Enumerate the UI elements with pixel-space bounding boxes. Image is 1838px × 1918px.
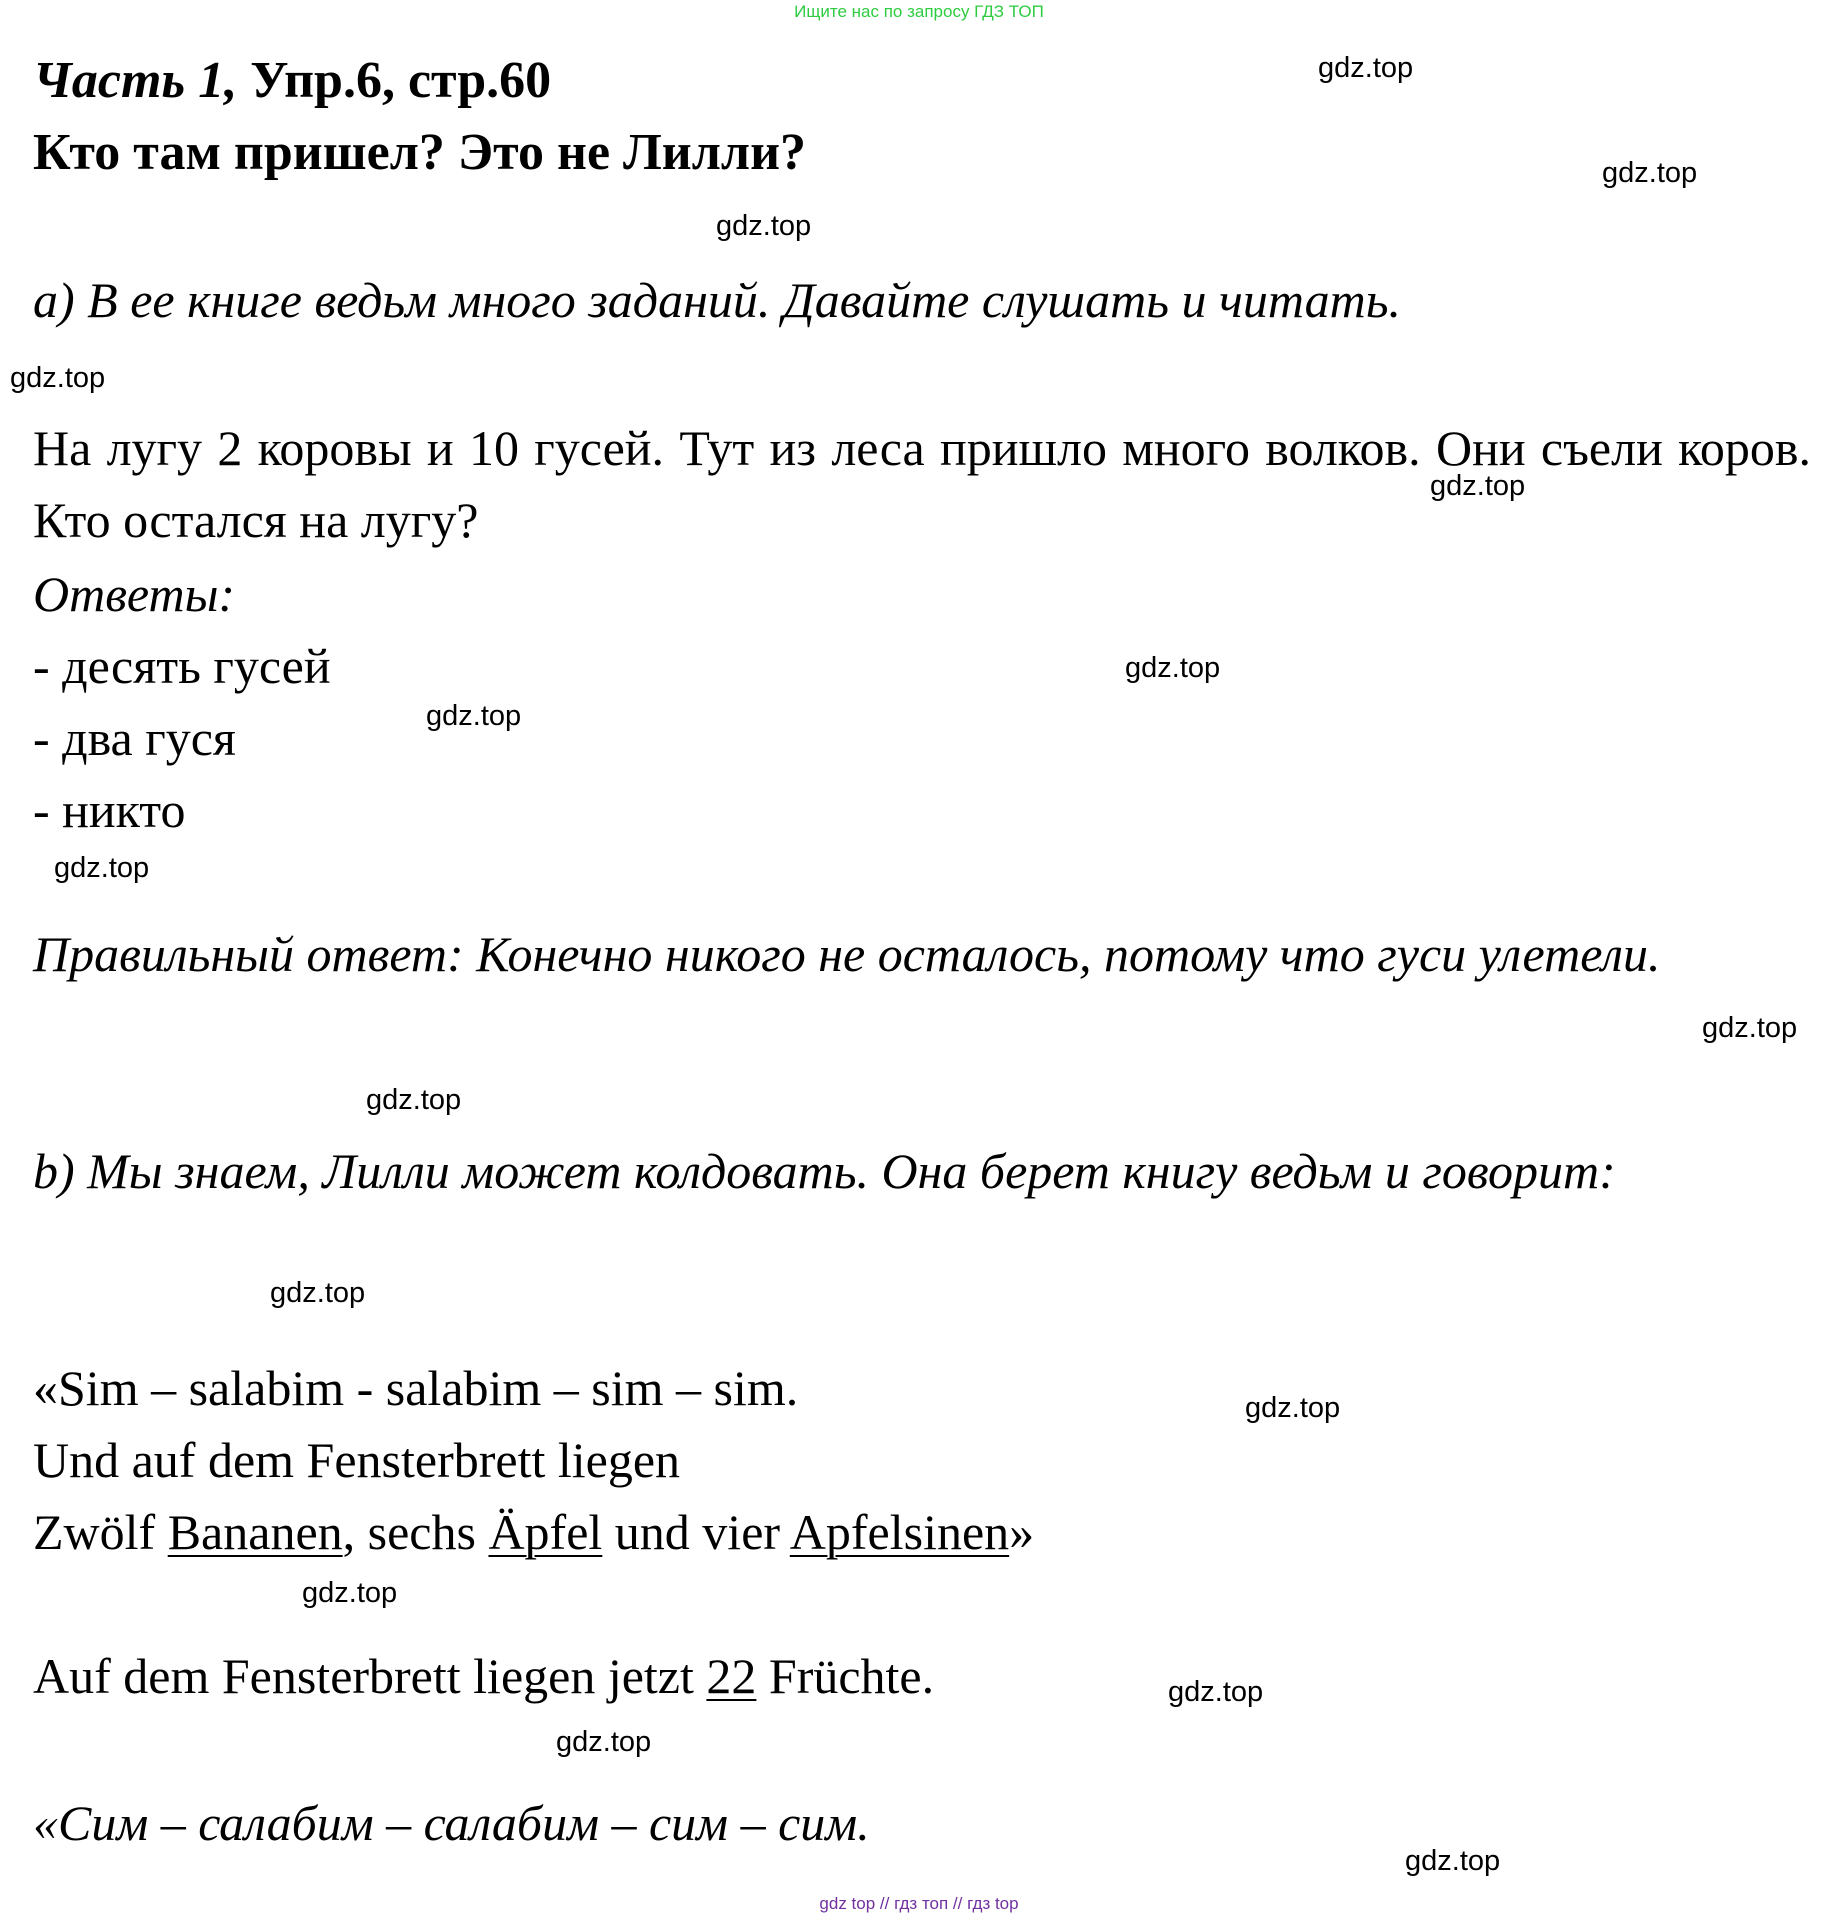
watermark: gdz.top xyxy=(54,852,150,884)
answer-item: - никто xyxy=(33,782,186,838)
watermark: gdz.top xyxy=(1602,157,1698,189)
watermark: gdz.top xyxy=(10,362,106,394)
watermark: gdz.top xyxy=(1430,470,1526,502)
fruit-count: 22 xyxy=(706,1648,757,1704)
spell-line-2: Und auf dem Fensterbrett liegen xyxy=(33,1432,681,1488)
section-a-heading: а) В ее книге ведьм много заданий. Давайте слушать и читать. xyxy=(33,272,1401,328)
watermark: gdz.top xyxy=(556,1726,652,1758)
title-part: Часть 1, xyxy=(33,52,238,109)
underlined-word: Äpfel xyxy=(488,1504,603,1560)
watermark: gdz.top xyxy=(1168,1676,1264,1708)
answer-item: - два гуся xyxy=(33,710,236,766)
watermark: gdz.top xyxy=(1245,1392,1341,1424)
correct-answer: Правильный ответ: Конечно никого не осталось, потому что гуси улетели. xyxy=(33,926,1661,982)
title-exercise: Упр.6, стр.60 xyxy=(237,52,552,109)
page-title xyxy=(33,50,551,112)
footer: gdz top // гдз топ // гдз top xyxy=(819,1894,1019,1913)
watermark: gdz.top xyxy=(1405,1845,1501,1877)
section-b-heading: b) Мы знаем, Лилли может колдовать. Она берет книгу ведьм и говорит: xyxy=(33,1143,1616,1199)
watermark: gdz.top xyxy=(302,1577,398,1609)
watermark: gdz.top xyxy=(366,1084,462,1116)
result-line: Auf dem Fensterbrett liegen jetzt 22 Früchte. xyxy=(33,1648,935,1704)
underlined-word: Bananen xyxy=(167,1504,343,1560)
spell-line-3: Zwölf Bananen, sechs Äpfel und vier Apfelsinen» xyxy=(33,1504,1035,1560)
answer-item: - десять гусей xyxy=(33,638,331,694)
spell-line-1: «Sim – salabim - salabim – sim – sim. xyxy=(33,1360,799,1416)
watermark: gdz.top xyxy=(1702,1012,1798,1044)
watermark: gdz.top xyxy=(1318,52,1414,84)
section-a-task: На лугу 2 коровы и 10 гусей. Тут из леса пришло много волков. Они съели коров. Кто остался на лугу? xyxy=(33,420,1811,548)
watermark: gdz.top xyxy=(1125,652,1221,684)
watermark: gdz.top xyxy=(270,1277,366,1309)
top-banner: Ищите нас по запросу ГДЗ ТОП xyxy=(794,2,1044,21)
page-subtitle: Кто там пришел? Это не Лилли? xyxy=(33,124,807,181)
watermark: gdz.top xyxy=(716,210,812,242)
underlined-word: Apfelsinen xyxy=(789,1504,1010,1560)
answers-label: Ответы: xyxy=(33,566,236,622)
spell-russian: «Сим – салабим – салабим – сим – сим. xyxy=(33,1795,870,1851)
watermark: gdz.top xyxy=(426,700,522,732)
